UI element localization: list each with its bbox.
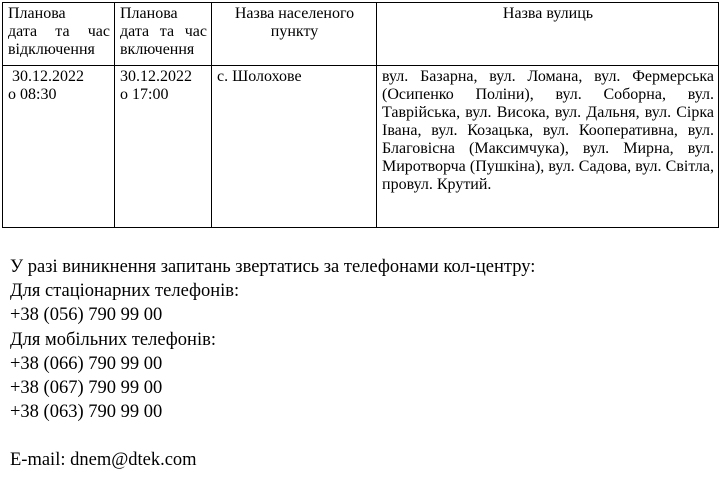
landline-label: Для стаціонарних телефонів: bbox=[10, 281, 240, 302]
header-on-date-line1: Планова bbox=[120, 5, 178, 22]
spacer bbox=[10, 424, 535, 448]
table-row bbox=[3, 66, 719, 228]
header-off-date-line3: відключення bbox=[8, 41, 95, 58]
header-on-date bbox=[115, 3, 212, 66]
on-date: 30.12.2022 bbox=[120, 68, 192, 85]
email-contact[interactable]: E-mail: dnem@dtek.com bbox=[10, 450, 197, 471]
mobile-phone-1[interactable]: +38 (066) 790 99 00 bbox=[10, 353, 163, 374]
cell-off-datetime bbox=[3, 66, 115, 228]
mobile-phone-3[interactable]: +38 (063) 790 99 00 bbox=[10, 402, 163, 423]
contacts-intro: У разі виникнення запитань звертатись за телефонами кол-центру: bbox=[10, 257, 536, 277]
cell-streets: вул. Базарна, вул. Ломана, вул. Фермерська (Осипенко Поліни), вул. Соборна, вул. Таврійська, вул. Висока, вул. Дальня, вул. Сірка Івана, вул. Козацька, вул. Кооперативна, вул. Благовісна (Максимчука), вул. Мирна, вул. Миротворча (Пушкіна), вул. Садова, вул. Світла, провул. Крутий. bbox=[377, 66, 719, 228]
header-settlement: Назва населеного пункту bbox=[212, 3, 377, 66]
mobile-label: Для мобільних телефонів: bbox=[10, 329, 216, 350]
landline-phone[interactable]: +38 (056) 790 99 00 bbox=[10, 305, 163, 326]
header-streets: Назва вулиць bbox=[377, 3, 719, 66]
on-time: о 17:00 bbox=[120, 86, 169, 103]
header-off-date-line1: Планова bbox=[8, 5, 66, 22]
header-on-date-line3: включення bbox=[120, 41, 195, 58]
mobile-phone-2[interactable]: +38 (067) 790 99 00 bbox=[10, 378, 163, 399]
header-on-date-line2: дата та час bbox=[120, 23, 207, 40]
cell-on-datetime bbox=[115, 66, 212, 228]
table-header-row bbox=[3, 3, 719, 66]
outage-schedule-table bbox=[2, 2, 719, 228]
header-off-date-line2: дата та час bbox=[8, 23, 110, 40]
off-time: о 08:30 bbox=[8, 86, 57, 103]
off-date: 30.12.2022 bbox=[8, 68, 84, 85]
header-off-date bbox=[3, 3, 115, 66]
contacts-block bbox=[10, 255, 535, 473]
cell-settlement: с. Шолохове bbox=[212, 66, 377, 228]
